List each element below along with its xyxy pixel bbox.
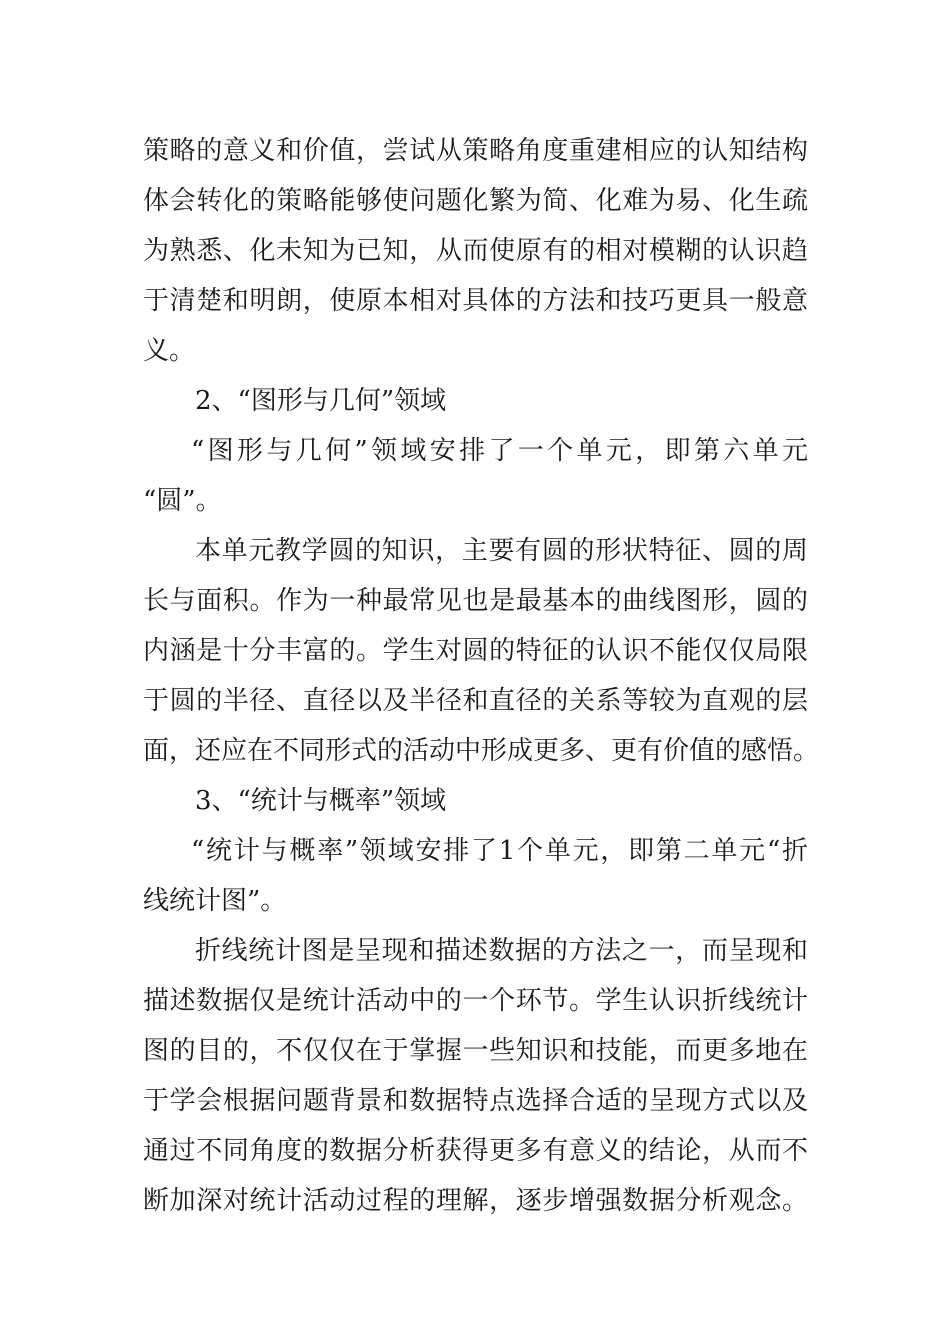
text-line: 义。 <box>143 336 196 366</box>
text-line: 于清楚和明朗，使原本相对具体的方法和技巧更具一般意 <box>143 286 808 316</box>
text-line: 通过不同角度的数据分析获得更多有意义的结论，从而不 <box>143 1136 808 1166</box>
text-line: “图形与几何”领域安排了一个单元，即第六单元 <box>191 436 808 466</box>
text-line: 描述数据仅是统计活动中的一个环节。学生认识折线统计 <box>143 986 808 1016</box>
text-line: 于学会根据问题背景和数据特点选择合适的呈现方式以及 <box>143 1086 808 1116</box>
text-line: “统计与概率”领域安排了1个单元，即第二单元“折 <box>191 836 808 866</box>
text-line: 为熟悉、化未知为已知，从而使原有的相对模糊的认识趋 <box>143 236 808 266</box>
text-line: 体会转化的策略能够使问题化繁为简、化难为易、化生疏 <box>143 186 808 216</box>
text-line: 断加深对统计活动过程的理解，逐步增强数据分析观念。 <box>143 1186 808 1216</box>
text-line: 长与面积。作为一种最常见也是最基本的曲线图形，圆的 <box>143 586 808 616</box>
document-body <box>143 126 820 1226</box>
text-line: 于圆的半径、直径以及半径和直径的关系等较为直观的层 <box>143 686 808 716</box>
text-line: 策略的意义和价值，尝试从策略角度重建相应的认知结构 <box>143 136 808 166</box>
text-line: 线统计图”。 <box>143 886 287 916</box>
section-heading-statistics: 3、“统计与概率”领域 <box>195 786 447 816</box>
text-line: 图的目的，不仅仅在于掌握一些知识和技能，而更多地在 <box>143 1036 808 1066</box>
text-line: “圆”。 <box>143 486 222 516</box>
text-line: 内涵是十分丰富的。学生对圆的特征的认识不能仅仅局限 <box>143 636 808 666</box>
text-line: 面，还应在不同形式的活动中形成更多、更有价值的感悟。 <box>143 736 820 766</box>
text-line: 折线统计图是呈现和描述数据的方法之一，而呈现和 <box>195 936 808 966</box>
text-line: 本单元教学圆的知识，主要有圆的形状特征、圆的周 <box>195 536 808 566</box>
section-heading-geometry: 2、“图形与几何”领域 <box>195 386 447 416</box>
